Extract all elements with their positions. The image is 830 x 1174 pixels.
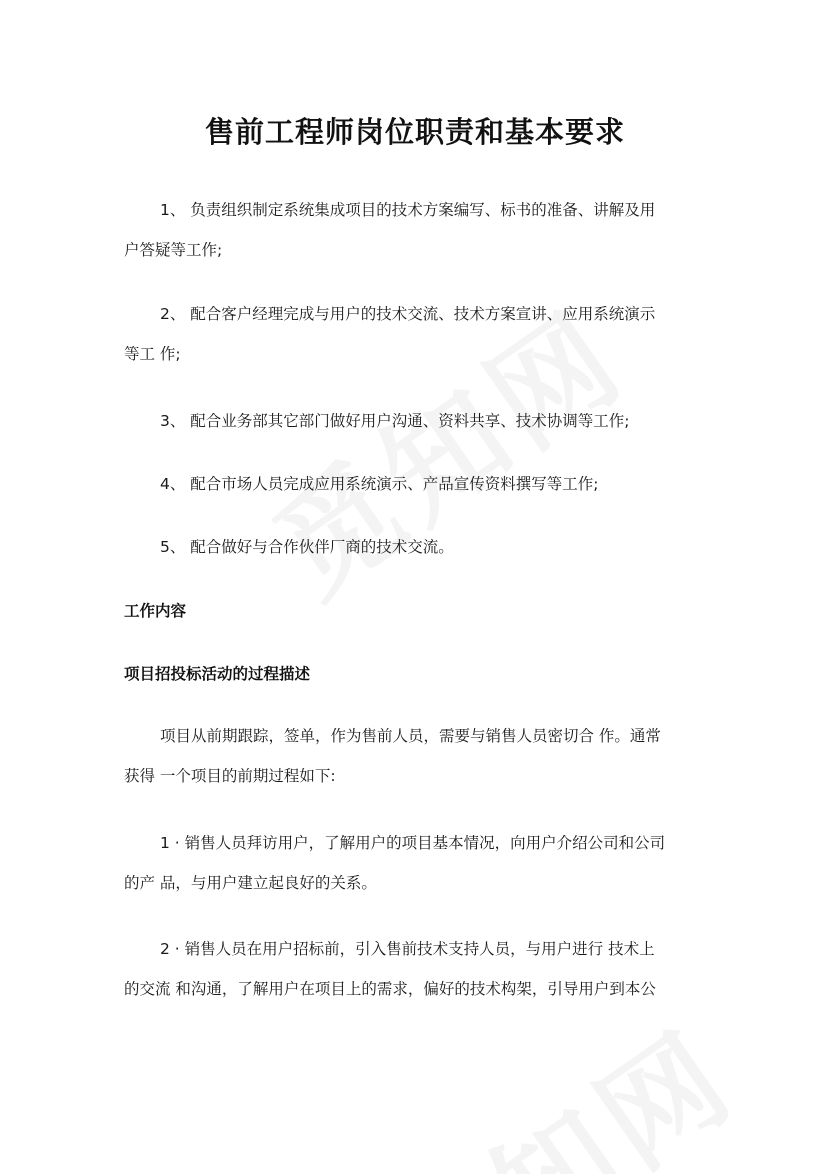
paragraph-text: 项目从前期跟踪，签单，作为售前人员，需要与销售人员密切合 作。通常 xyxy=(160,727,661,745)
duty-item xyxy=(124,294,710,374)
duty-text: 3、 配合业务部其它部门做好用户沟通、资料共享、技术协调等工作; xyxy=(160,412,630,430)
duty-item xyxy=(124,527,710,567)
body-paragraph xyxy=(124,823,710,903)
duty-item xyxy=(124,464,710,504)
duty-text: 5、 配合做好与合作伙伴厂商的技术交流。 xyxy=(160,538,454,556)
section-heading: 工作内容 xyxy=(124,602,187,620)
paragraph-text-cont: 获得 一个项目的前期过程如下: xyxy=(124,767,336,785)
duty-item xyxy=(124,401,710,441)
document-title: 售前工程师岗位职责和基本要求 xyxy=(204,115,625,149)
paragraph-text-cont: 的产 品，与用户建立起良好的关系。 xyxy=(124,874,377,892)
paragraph-text-cont: 的交流 和沟通，了解用户在项目上的需求，偏好的技术构架，引导用户到本公 xyxy=(124,980,656,998)
duty-text-cont: 户答疑等工作; xyxy=(124,241,223,259)
duty-text: 2、 配合客户经理完成与用户的技术交流、技术方案宣讲、应用系统演示 xyxy=(160,305,656,323)
duty-text: 4、 配合市场人员完成应用系统演示、产品宣传资料撰写等工作; xyxy=(160,475,599,493)
body-paragraph xyxy=(124,716,710,796)
paragraph-text: 1 · 销售人员拜访用户，了解用户的项目基本情况，向用户介绍公司和公司 xyxy=(160,834,666,852)
duty-text-cont: 等工 作; xyxy=(124,345,181,363)
paragraph-text: 2 · 销售人员在用户招标前，引入售前技术支持人员，与用户进行 技术上 xyxy=(160,940,655,958)
subsection-heading: 项目招投标活动的过程描述 xyxy=(124,665,311,683)
duty-item xyxy=(124,190,710,270)
body-paragraph xyxy=(124,929,710,1009)
watermark xyxy=(346,984,764,1174)
duty-text: 1、 负责组织制定系统集成项目的技术方案编写、标书的准备、讲解及用 xyxy=(160,201,656,219)
